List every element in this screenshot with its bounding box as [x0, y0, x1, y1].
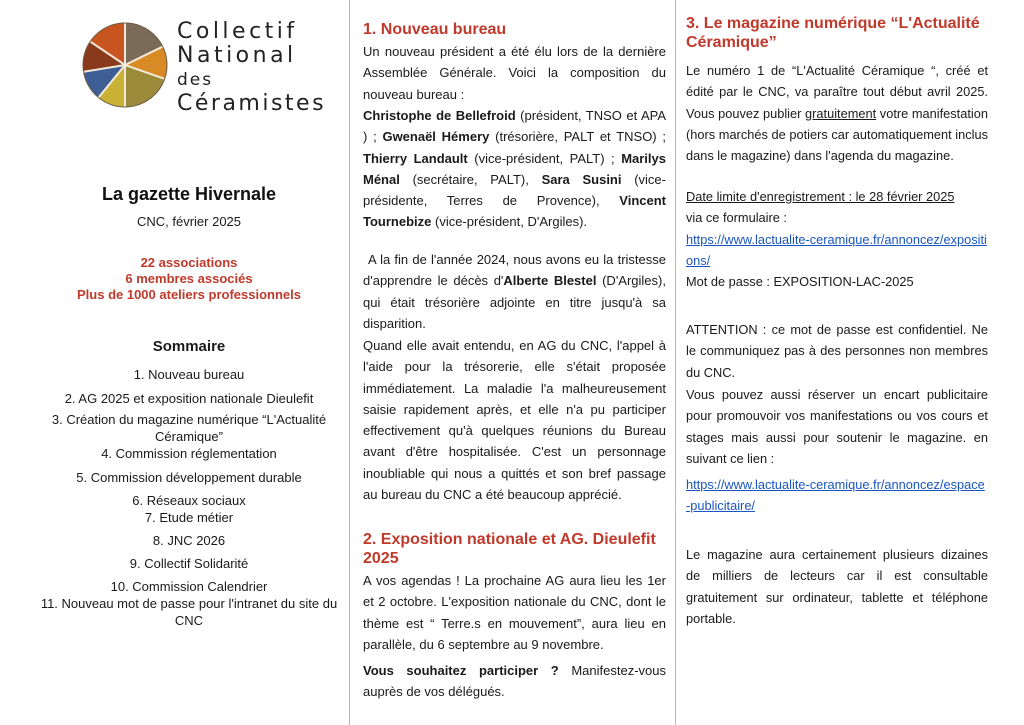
logo-line-4: Céramistes [177, 91, 327, 116]
section1-heading: 1. Nouveau bureau [363, 21, 507, 38]
section1-intro [363, 41, 666, 105]
logo-wordmark [177, 20, 326, 116]
cnc-logo [82, 19, 327, 120]
toc-item: 11. Nouveau mot de passe pour l'intranet du site du CNC [40, 596, 338, 628]
gazette-date: CNC, février 2025 [136, 214, 242, 229]
member-role: (vice-président, D'Argiles). [431, 214, 588, 230]
ceramic-disc-logo-icon [82, 22, 168, 108]
sommaire-title: Sommaire [152, 338, 226, 355]
section1-members [363, 105, 666, 233]
member-role: (trésorière, PALT et TNSO) ; [489, 129, 666, 145]
section2-heading: 2. Exposition nationale et AG. Dieulefit 2025 [363, 531, 656, 567]
section2-p2 [363, 660, 666, 703]
table-of-contents [40, 366, 338, 629]
section2-call-rest: Manifestez-vous auprès de vos délégués. [363, 663, 666, 700]
toc-item: 9. Collectif Solidarité [129, 556, 249, 571]
left-column [0, 0, 348, 725]
toc-item: 4. Commission réglementation [101, 446, 277, 461]
section3-attention: ATTENTION : ce mot de passe est confidentiel. Ne le communiquez pas à des personnes non membres du CNC. [686, 322, 988, 380]
section2-p1: A vos agendas ! La prochaine AG aura lieu les 1er et 2 octobre. L'exposition nationale du CNC, dont le thème est “ Terre.s en mouvement”, aura lieu en parallèle, du 6 septembre au 9 novembre. [363, 573, 666, 652]
advertising-link[interactable]: https://www.lactualite-ceramique.fr/annoncez/espace-publicitaire/ [686, 477, 985, 514]
member-name: Vincent Tournebize [363, 193, 666, 230]
tribute-text-b: (D'Argiles), qui était trésorière adjointe en titre jusqu'à sa disparition. [363, 273, 666, 331]
tribute-text-a: A la fin de l'année 2024, nous avons eu la tristesse d'apprendre le décès d' [363, 252, 666, 289]
section3-p1 [686, 60, 988, 166]
right-column [676, 0, 1024, 725]
tribute-name: Alberte Blestel [503, 273, 597, 289]
member-name: Thierry Landault [363, 150, 468, 166]
member-name: Christophe de Bellefroid [363, 108, 516, 123]
member-name: Marilys Ménal [363, 150, 666, 187]
section1-intro-text: Un nouveau président a été élu lors de la dernière Assemblée Générale. Voici la composition du nouveau bureau : [363, 44, 666, 102]
section1-tribute [363, 249, 666, 334]
logo-line-2: National [177, 43, 297, 68]
section3-heading: 3. Le magazine numérique “L'Actualité Céramique” [686, 15, 980, 51]
section2-call: Vous souhaitez participer ? [363, 663, 559, 678]
toc-item: 6. Réseaux sociaux [132, 493, 246, 508]
section3-password: Mot de passe : EXPOSITION-LAC-2025 [686, 274, 914, 290]
expositions-form-link[interactable]: https://www.lactualite-ceramique.fr/annoncez/expositions/ [686, 231, 987, 268]
section3-ad: Vous pouvez aussi réserver un encart publicitaire pour promouvoir vos manifestations ou vos cours et stages mais aussi pour soutenir le magazine. en suivant ce lien : [686, 387, 988, 466]
section3-via: via ce formulaire : [686, 210, 787, 226]
section3-deadline: Date limite d'enregistrement : le 28 février 2025 [686, 189, 955, 204]
section3-p1-underlined: gratuitement [805, 105, 877, 121]
gazette-title: La gazette Hivernale [101, 184, 277, 204]
toc-item: 5. Commission développement durable [76, 470, 302, 485]
stat-members: 6 membres associés [125, 271, 253, 286]
section1-story: Quand elle avait entendu, en AG du CNC, l'appel à l'aide pour la trésorerie, elle s'était proposée immédiatement. La maladie l'a malheureusement saisie rapidement après, et elle n'a pu participer effectivement qu'à quelques réunions du Bureau avant d'être hospitalisée. C'est un personnage inoubliable qui nous a quittés et son bref passage au bureau du CNC a été beaucoup apprécié. [363, 338, 666, 503]
logo-line-3: des [177, 70, 214, 90]
member-name: Gwenaël Hémery [382, 129, 490, 145]
stat-associations: 22 associations [140, 255, 238, 270]
section3-p1-b: votre manifestation (hors marchés de potiers car automatiquement inclus dans le magazine) dans l'agenda du magazine. [686, 105, 988, 164]
toc-item: 7. Etude métier [144, 510, 234, 525]
middle-column [350, 0, 675, 725]
stat-ateliers: Plus de 1000 ateliers professionnels [77, 287, 301, 302]
section3-closing: Le magazine aura certainement plusieurs dizaines de milliers de lecteurs car il est consultable gratuitement sur ordinateur, tablette et téléphone portable. [686, 547, 988, 626]
logo-line-1: Collectif [177, 19, 298, 44]
toc-item: 3. Création du magazine numérique “L'Actualité Céramique” [51, 412, 327, 444]
section3-link2-block [686, 474, 988, 517]
section3-p1-a: Le numéro 1 de “L'Actualité Céramique “, créé et édité par le CNC, va paraître tout début avril 2025. Vous pouvez publier [686, 63, 988, 121]
toc-item: 2. AG 2025 et exposition nationale Dieulefit [64, 391, 314, 406]
toc-item: 1. Nouveau bureau [133, 367, 245, 382]
section3-deadline-block [686, 186, 988, 292]
member-role: (vice-présidente, Terres de Provence), [363, 171, 666, 209]
member-name: Sara Susini [541, 171, 622, 187]
toc-item: 10. Commission Calendrier [110, 579, 268, 594]
member-role: (président, TNSO et APA ) ; [363, 108, 666, 145]
member-role: (secrétaire, PALT), [399, 171, 542, 187]
toc-item: 8. JNC 2026 [152, 533, 226, 548]
stats-block [0, 255, 378, 303]
member-role: (vice-président, PALT) ; [467, 150, 622, 166]
